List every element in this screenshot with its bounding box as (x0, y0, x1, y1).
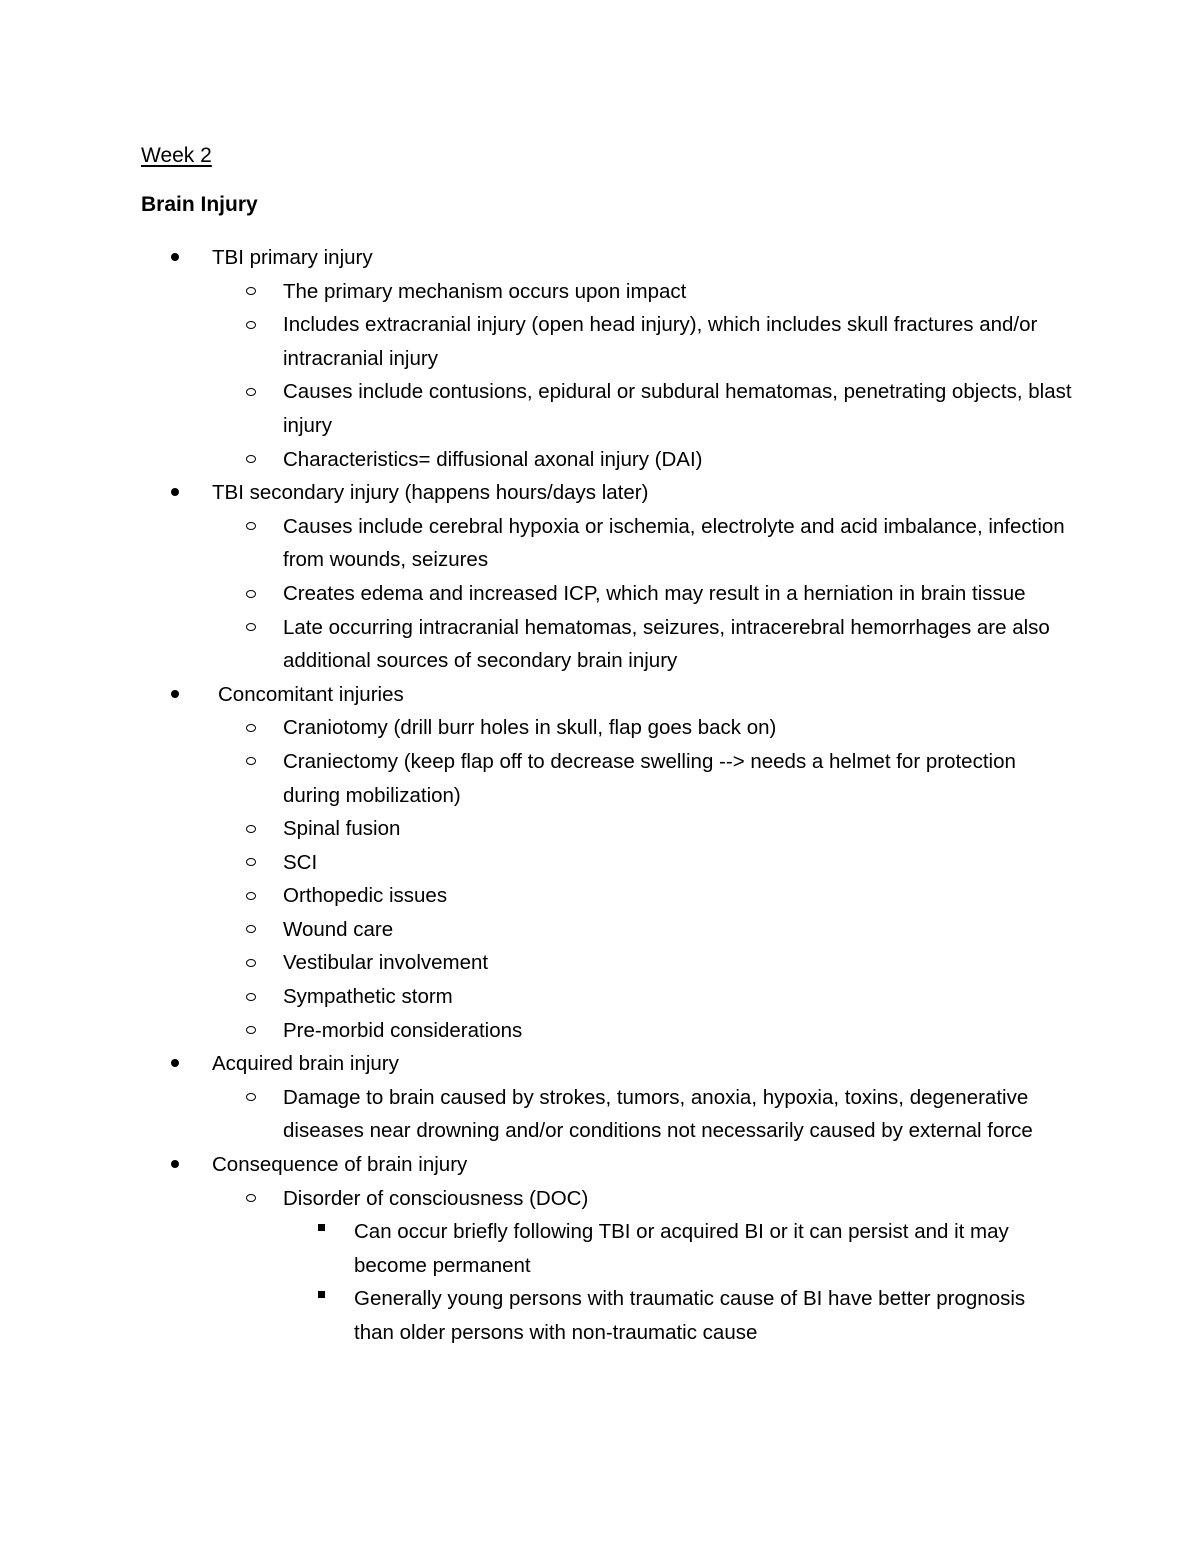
bullet-circle-icon (246, 510, 264, 544)
list-item: Damage to brain caused by strokes, tumors, anoxia, hypoxia, toxins, degenerative diseases near drowning and/or conditions not necessarily caused by external force (0, 1081, 1073, 1148)
bullet-circle-icon (246, 980, 264, 1014)
bullet-disc-icon (171, 678, 187, 712)
section-label: Concomitant injuries (218, 682, 404, 706)
bullet-circle-icon (246, 846, 264, 880)
list-item: Late occurring intracranial hematomas, seizures, intracerebral hemorrhages are also additional sources of secondary brain injury (0, 611, 1073, 678)
week-heading: Week 2 (141, 144, 212, 167)
list-subitem: Can occur briefly following TBI or acquired BI or it can persist and it may become permanent (0, 1215, 1054, 1282)
bullet-circle-icon (246, 745, 264, 779)
list-item: Pre-morbid considerations (0, 1014, 1073, 1048)
bullet-circle-icon (246, 879, 264, 913)
list-item: Disorder of consciousness (DOC) (0, 1182, 1073, 1216)
notes-outline (0, 241, 1200, 1350)
section-label: TBI primary injury (212, 246, 373, 269)
bullet-square-icon (318, 1215, 334, 1249)
bullet-disc-icon (171, 1047, 187, 1081)
list-item: Creates edema and increased ICP, which may result in a herniation in brain tissue (0, 577, 1073, 611)
section-tbi-secondary (0, 476, 1072, 510)
bullet-circle-icon (246, 375, 264, 409)
bullet-square-icon (318, 1282, 334, 1316)
list-item: Wound care (0, 913, 1073, 947)
list-item: Causes include contusions, epidural or subdural hematomas, penetrating objects, blast injury (0, 375, 1073, 442)
bullet-circle-icon (246, 1014, 264, 1048)
list-item: The primary mechanism occurs upon impact (0, 275, 1073, 309)
bullet-circle-icon (246, 1182, 264, 1216)
bullet-disc-icon (171, 476, 187, 510)
bullet-disc-icon (171, 241, 187, 275)
bullet-circle-icon (246, 611, 264, 645)
bullet-circle-icon (246, 308, 264, 342)
list-item: SCI (0, 846, 1073, 880)
section-tbi-primary (0, 241, 1072, 275)
section-consequence (0, 1148, 1072, 1182)
bullet-disc-icon (171, 1148, 187, 1182)
bullet-circle-icon (246, 812, 264, 846)
section-label: Acquired brain injury (212, 1052, 399, 1076)
list-item: Vestibular involvement (0, 946, 1073, 980)
topic-heading: Brain Injury (141, 193, 258, 216)
bullet-circle-icon (246, 577, 264, 611)
bullet-circle-icon (246, 443, 264, 477)
list-item: Spinal fusion (0, 812, 1073, 846)
list-subitem: Generally young persons with traumatic cause of BI have better prognosis than older persons with non-traumatic cause (0, 1282, 1054, 1349)
section-label: TBI secondary injury (happens hours/days later) (212, 481, 649, 505)
bullet-circle-icon (246, 946, 264, 980)
section-label: Consequence of brain injury (212, 1153, 468, 1177)
list-item: Sympathetic storm (0, 980, 1073, 1014)
list-item: Craniectomy (keep flap off to decrease swelling --> needs a helmet for protection during mobilization) (0, 745, 1073, 812)
list-item: Includes extracranial injury (open head injury), which includes skull fractures and/or intracranial injury (0, 308, 1073, 375)
list-item: Orthopedic issues (0, 879, 1073, 913)
list-item: Characteristics= diffusional axonal injury (DAI) (0, 443, 1073, 477)
bullet-circle-icon (246, 913, 264, 947)
list-item: Causes include cerebral hypoxia or ischemia, electrolyte and acid imbalance, infection from wounds, seizures (0, 510, 1073, 577)
bullet-circle-icon (246, 275, 264, 309)
list-item: Craniotomy (drill burr holes in skull, flap goes back on) (0, 711, 1073, 745)
section-acquired (0, 1047, 1072, 1081)
section-concomitant (0, 678, 1072, 712)
bullet-circle-icon (246, 1081, 264, 1115)
bullet-circle-icon (246, 711, 264, 745)
